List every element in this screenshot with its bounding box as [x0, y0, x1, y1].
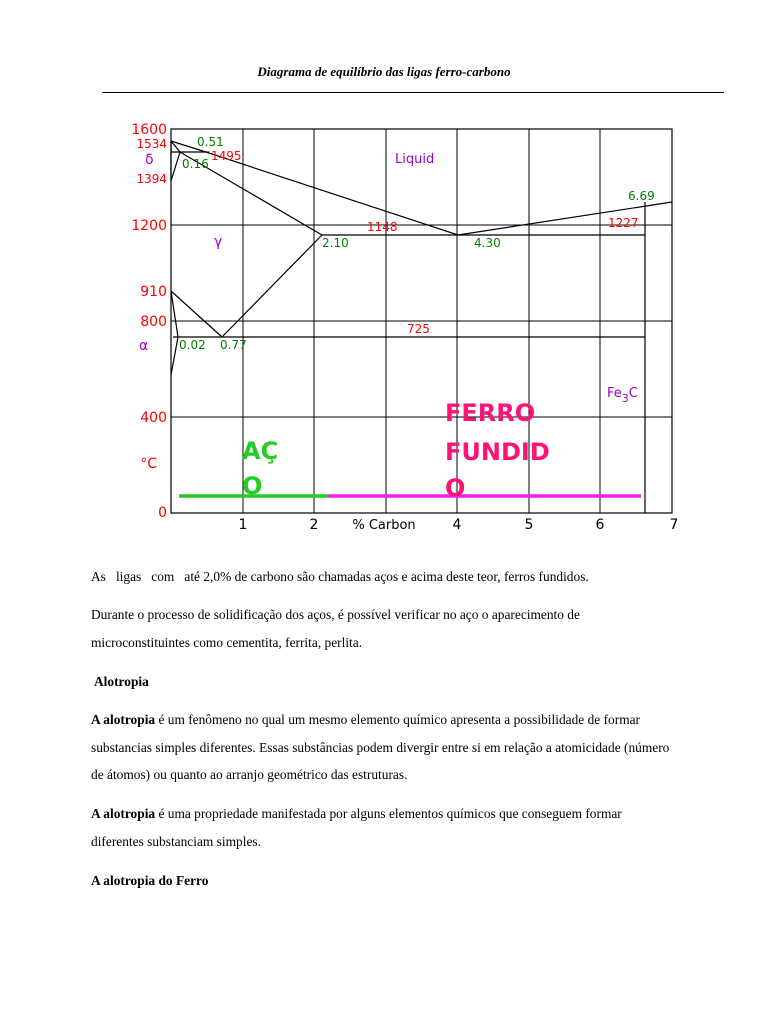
phase-liquid: Liquid: [395, 152, 435, 167]
point-077: 0.77: [220, 338, 247, 352]
y-tick-0: 0: [158, 505, 167, 521]
p4-text: é uma propriedade manifestada por alguns elementos químicos que conseguem formar diferentes substanciam simples.: [91, 806, 622, 849]
delta-region: [171, 141, 180, 181]
y-tick-1600: 1600: [131, 122, 167, 138]
x-tick-6: 6: [595, 517, 605, 533]
label-ferro-line1: FERRO: [445, 399, 536, 427]
header-rule: [102, 92, 724, 93]
heading-alotropia: Alotropia: [94, 674, 149, 689]
paragraph-alotropia-definicao: [91, 706, 671, 789]
paragraph-alotropia-propriedade: [91, 800, 671, 855]
x-tick-2: 2: [309, 517, 319, 533]
label-ferro-line3: O: [445, 474, 466, 502]
point-725: 725: [407, 322, 430, 336]
paragraph-solidificacao: Durante o processo de solidificação dos aços, é possível verificar no aço o aparecimento de microconstituintes como cementita, ferrita, perlita.: [91, 607, 580, 650]
iron-carbon-diagram: [118, 118, 684, 538]
point-210: 2.10: [322, 236, 349, 250]
y-tick-800: 800: [140, 314, 167, 330]
fe3c-c: C: [628, 386, 638, 401]
p3-text: é um fenômeno no qual um mesmo elemento químico apresenta a possibilidade de formar substancias simples diferentes. Essas substâncias podem divergir entre si em relação a atomicidade (número de átomos) ou quanto ao arranjo geométrico das estruturas.: [91, 712, 670, 782]
acm-line: [222, 235, 322, 337]
x-tick-7: 7: [669, 517, 679, 533]
label-aco-line1: AÇ: [242, 437, 279, 465]
p1-rest: até 2,0% de carbono são chamadas aços e acima deste teor, ferros fundidos.: [184, 569, 589, 584]
a3-line: [171, 291, 222, 337]
y-extra-1534: 1534: [136, 137, 167, 151]
x-axis-label: % Carbon: [352, 518, 416, 533]
point-669: 6.69: [628, 189, 655, 203]
p3-bold: A alotropia: [91, 712, 156, 727]
label-aco-line2: O: [242, 472, 263, 500]
x-tick-1: 1: [238, 517, 248, 533]
p1-word-as: As: [91, 569, 106, 584]
page-header-title: Diagrama de equilíbrio das ligas ferro-carbono: [257, 64, 511, 79]
phase-gamma: γ: [214, 234, 223, 250]
x-tick-4: 4: [452, 517, 462, 533]
p1-word-ligas: ligas: [115, 569, 142, 584]
point-016: 0.16: [182, 157, 209, 171]
x-tick-5: 5: [524, 517, 534, 533]
label-ferro-line2: FUNDID: [445, 438, 550, 466]
point-1148: 1148: [367, 220, 398, 234]
point-1227: 1227: [608, 216, 639, 230]
point-002: 0.02: [179, 338, 206, 352]
fe3c-sub: 3: [621, 392, 629, 405]
y-unit-celsius: °C: [140, 456, 157, 472]
point-051: 0.51: [197, 135, 224, 149]
y-tick-400: 400: [140, 410, 167, 426]
phase-alpha: α: [139, 338, 149, 354]
point-430: 4.30: [474, 236, 501, 250]
alpha-region: [171, 291, 178, 375]
fe3c-fe: Fe: [607, 386, 622, 401]
y-extra-910: 910: [140, 284, 167, 300]
heading-alotropia-ferro: A alotropia do Ferro: [91, 873, 209, 888]
y-tick-1200: 1200: [131, 218, 167, 234]
p4-bold: A alotropia: [91, 806, 156, 821]
phase-delta: δ: [145, 152, 154, 168]
phase-fe3c: [607, 386, 638, 405]
paragraph-ligas: [91, 563, 671, 591]
point-1495: 1495: [211, 149, 242, 163]
p1-word-com: com: [151, 569, 175, 584]
y-extra-1394: 1394: [136, 172, 167, 186]
